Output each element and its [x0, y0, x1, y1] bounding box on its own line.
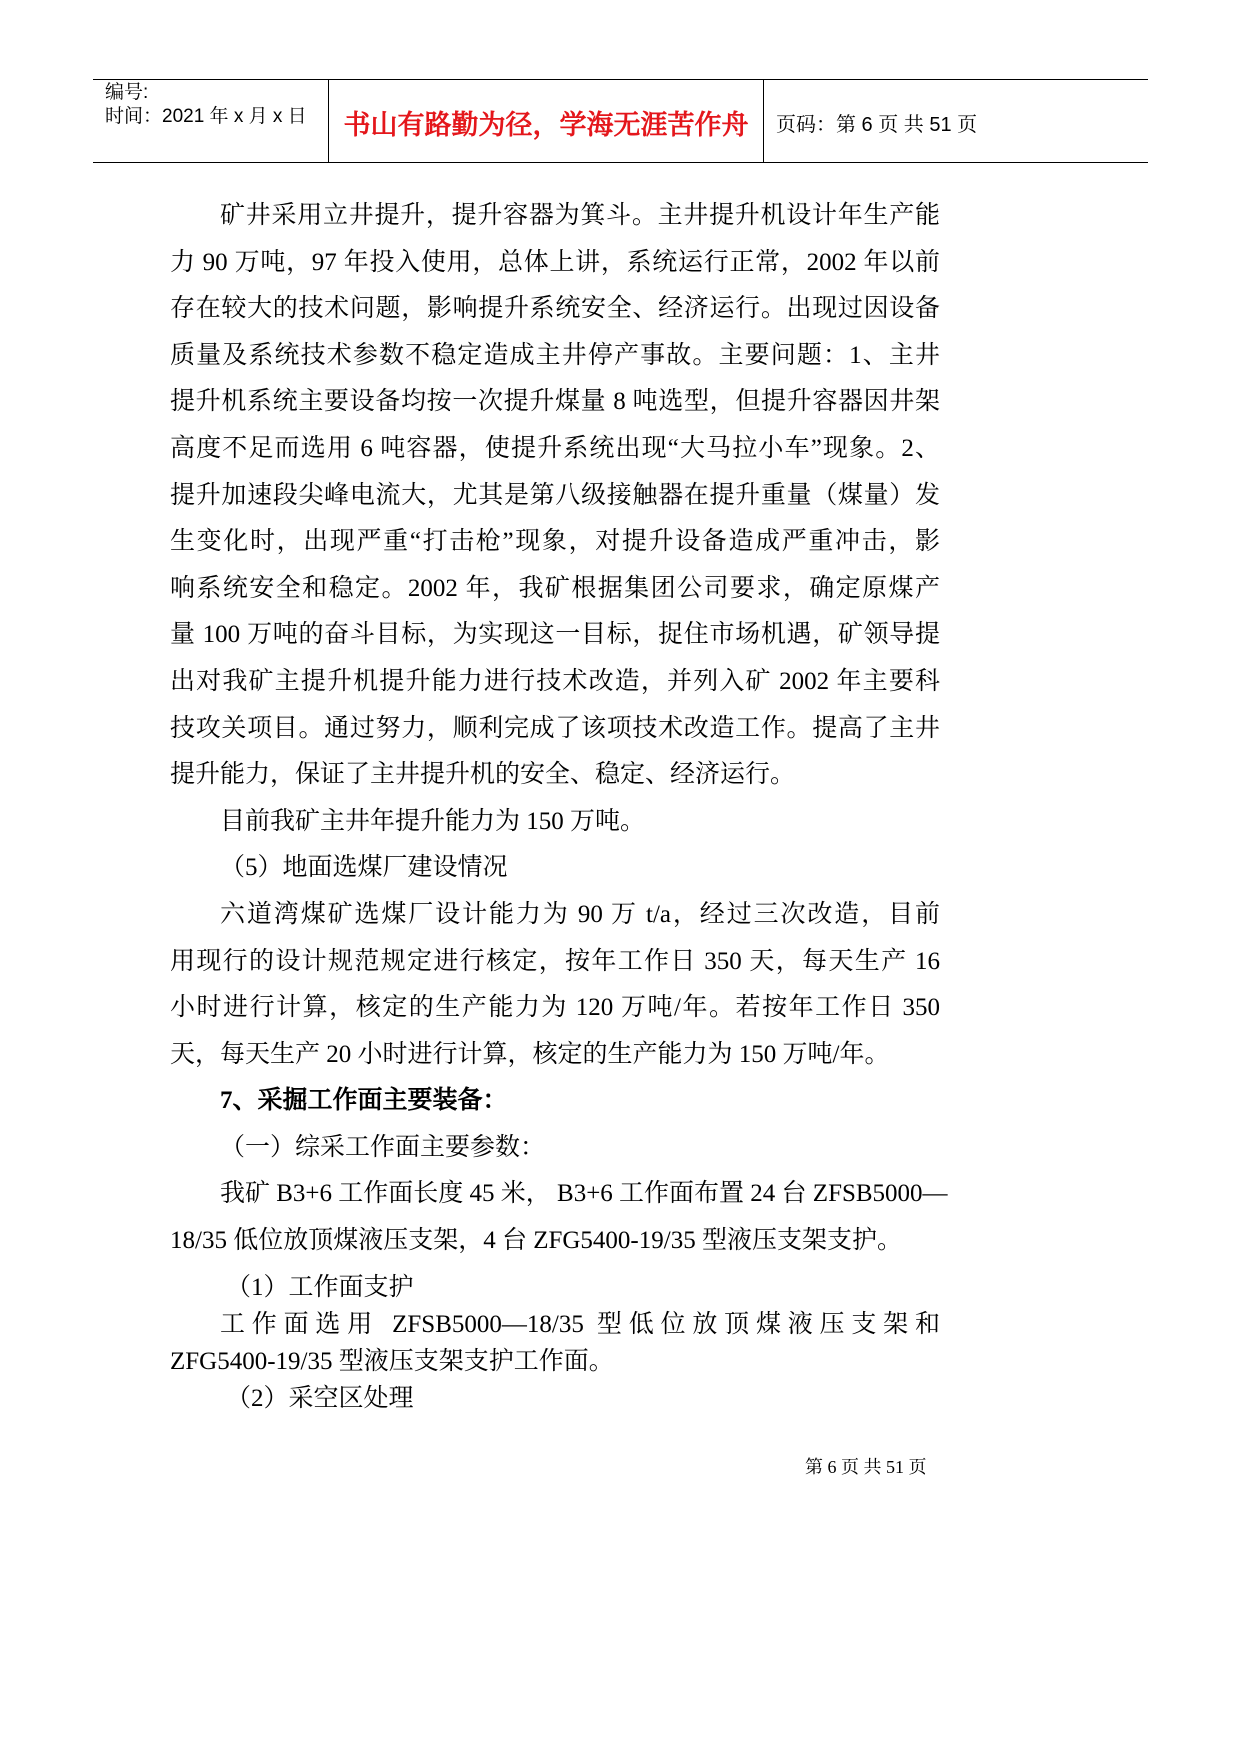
section-heading-equipment: 7、采掘工作面主要装备： — [220, 1087, 508, 1115]
paragraph-line: 存在较大的技术问题，影响提升系统安全、经济运行。出现过因设备 — [170, 295, 940, 323]
footer-page-info: 第 6 页 共 51 页 — [805, 1457, 927, 1477]
paragraph-hoist — [170, 193, 940, 799]
page-header — [93, 79, 1148, 163]
header-page-info: 页码：第 6 页 共 51 页 — [776, 114, 978, 136]
paragraph-line: 用现行的设计规范规定进行核定，按年工作日 350 天，每天生产 16 — [170, 947, 940, 975]
paragraph-line: ZFG5400-19/35 型液压支架支护工作面。 — [170, 1348, 614, 1376]
paragraph-line: 提升机系统主要设备均按一次提升煤量 8 吨选型，但提升容器因井架 — [170, 388, 940, 416]
paragraph-line: 天，每天生产 20 小时进行计算，核定的生产能力为 150 万吨/年。 — [170, 1040, 890, 1068]
paragraph-line: 矿井采用立井提升，提升容器为箕斗。主井提升机设计年生产能 — [220, 202, 940, 229]
paragraph-line: 提升能力，保证了主井提升机的安全、稳定、经济运行。 — [170, 761, 796, 789]
paragraph-line: 力 90 万吨，97 年投入使用，总体上讲，系统运行正常，2002 年以前 — [170, 248, 940, 276]
paragraph-line: 技攻关项目。通过努力，顺利完成了该项技术改造工作。提高了主井 — [170, 714, 940, 742]
paragraph-line: 六道湾煤矿选煤厂设计能力为 90 万 t/a，经过三次改造，目前 — [220, 900, 940, 928]
paragraph-line: 工作面选用 ZFSB5000—18/35 型低位放顶煤液压支架和 — [220, 1311, 940, 1339]
paragraph-coal-prep — [170, 892, 940, 1078]
paragraph-line: 生变化时，出现严重“打击枪”现象，对提升设备造成严重冲击，影 — [170, 528, 940, 556]
paragraph-line: 18/35 低位放顶煤液压支架，4 台 ZFG5400-19/35 型液压支架支护。 — [170, 1227, 902, 1255]
motto: 书山有路勤为径，学海无涯苦作舟 — [343, 110, 749, 140]
paragraph-line: 质量及系统技术参数不稳定造成主井停产事故。主要问题：1、主井 — [170, 341, 940, 369]
paragraph-line: 我矿 B3+6 工作面长度 45 米， B3+6 工作面布置 24 台 ZFSB5000— — [220, 1180, 948, 1208]
section-heading-support: （1）工作面支护 — [226, 1273, 414, 1301]
header-page-cell — [763, 80, 1148, 162]
document-number-label: 编号: — [105, 82, 149, 103]
paragraph-line: 高度不足而选用 6 吨容器，使提升系统出现“大马拉小车”现象。2、 — [170, 434, 940, 462]
paragraph-line: 小时进行计算，核定的生产能力为 120 万吨/年。若按年工作日 350 — [170, 994, 940, 1022]
section-heading-params: （一）综采工作面主要参数： — [220, 1133, 546, 1161]
page-footer — [805, 1457, 927, 1477]
header-meta-cell — [93, 80, 328, 162]
section-heading-goaf: （2）采空区处理 — [226, 1385, 414, 1413]
paragraph-support — [170, 1306, 940, 1380]
paragraph-face-layout — [170, 1171, 948, 1264]
document-body — [170, 193, 948, 1417]
document-date: 时间：2021 年 x 月 x 日 — [105, 106, 307, 127]
paragraph-line: 出对我矿主提升机提升能力进行技术改造，并列入矿 2002 年主要科 — [170, 667, 940, 695]
paragraph-line: 提升加速段尖峰电流大，尤其是第八级接触器在提升重量（煤量）发 — [170, 481, 940, 509]
paragraph-capacity: 目前我矿主井年提升能力为 150 万吨。 — [220, 807, 646, 835]
section-heading-coal-prep: （5）地面选煤厂建设情况 — [220, 854, 508, 882]
paragraph-line: 量 100 万吨的奋斗目标，为实现这一目标，捉住市场机遇，矿领导提 — [170, 621, 940, 649]
paragraph-line: 响系统安全和稳定。2002 年，我矿根据集团公司要求，确定原煤产 — [170, 574, 940, 602]
header-motto-cell — [328, 80, 763, 162]
